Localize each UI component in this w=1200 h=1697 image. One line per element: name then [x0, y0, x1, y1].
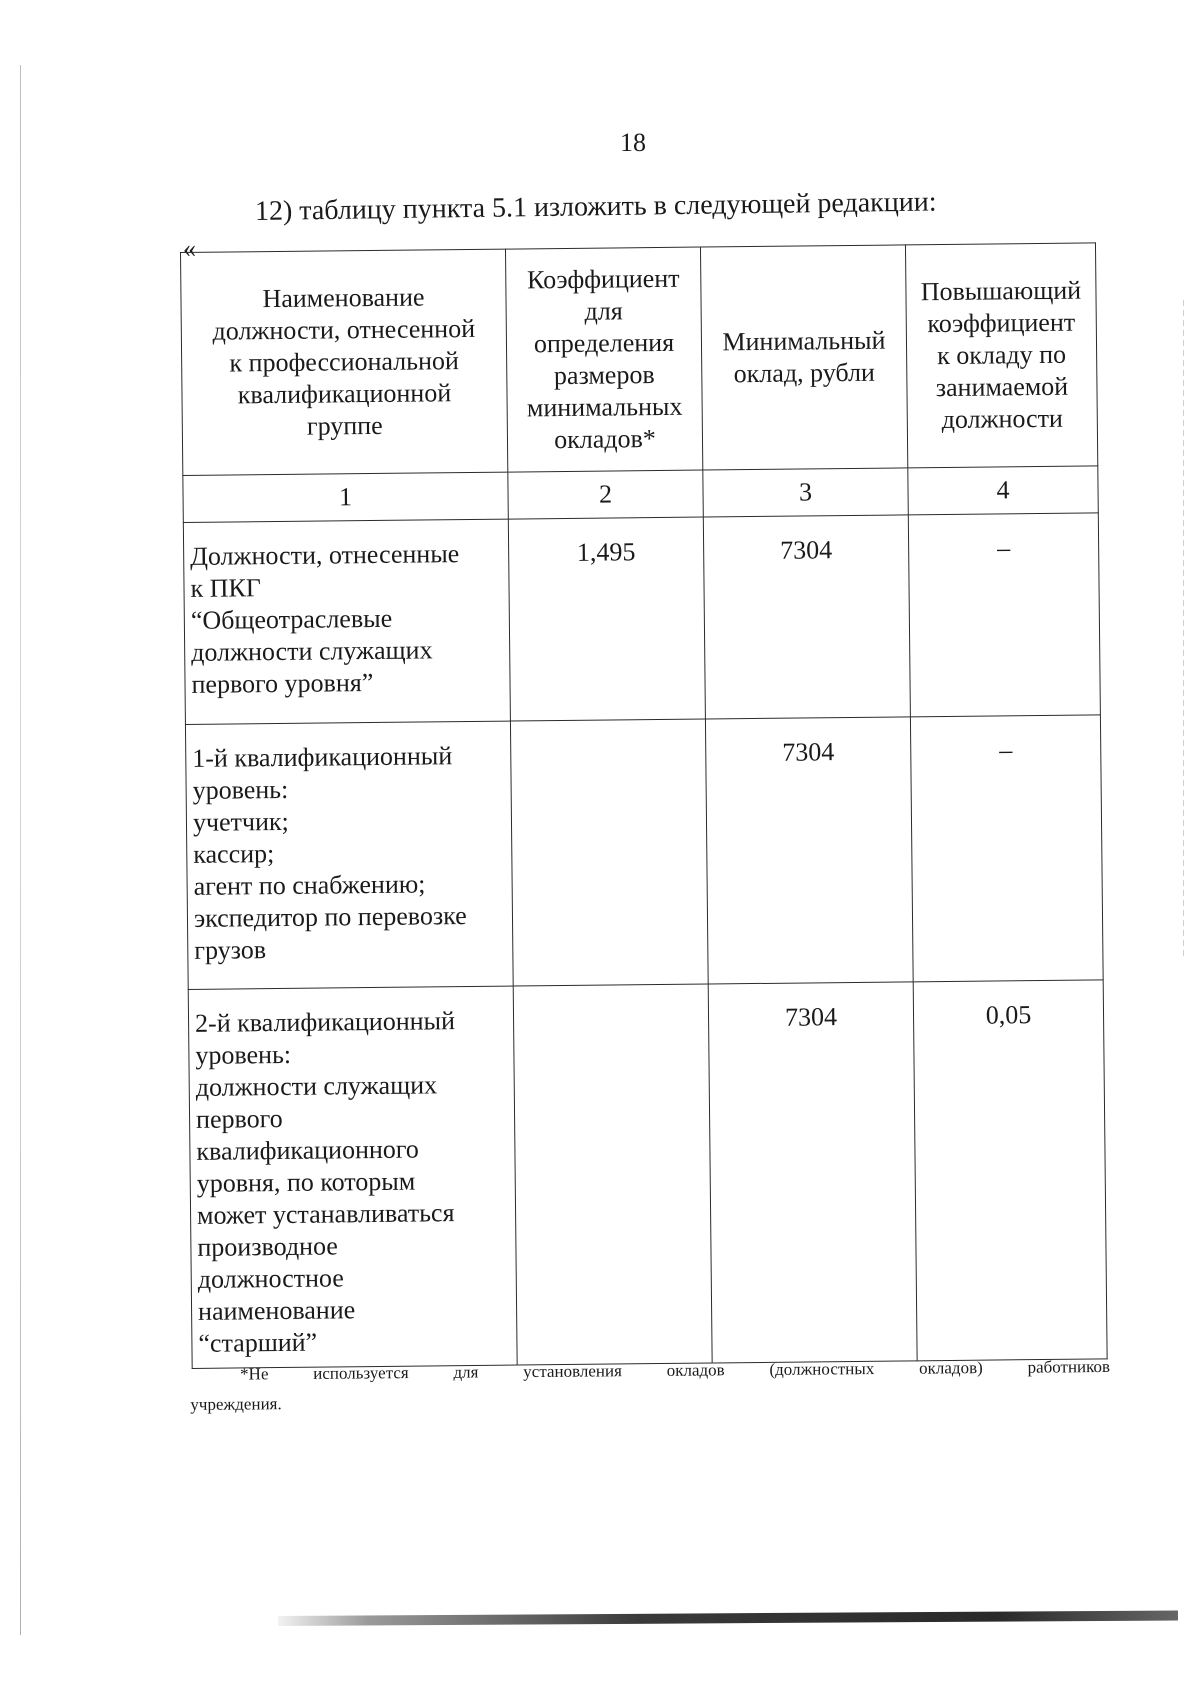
- cell-line: должности служащих: [195, 1070, 438, 1102]
- header-line: Минимальный: [722, 325, 886, 357]
- raising-coefficient-cell: 0,05: [913, 980, 1107, 1361]
- cell-line: уровень:: [192, 774, 289, 805]
- cell-line: экспедитор по перевозке: [193, 901, 467, 933]
- header-coefficient: [505, 247, 702, 472]
- header-line: размеров: [553, 360, 655, 391]
- footnote: [190, 1352, 1110, 1420]
- table-row: [183, 513, 1100, 725]
- cell-line: 1-й квалификационный: [192, 741, 453, 773]
- cell-line: агент по снабжению;: [193, 869, 426, 901]
- cell-line: должностное: [197, 1263, 344, 1294]
- header-line: должности, отнесенной: [212, 313, 476, 346]
- raising-coefficient-cell: –: [910, 715, 1103, 982]
- cell-line: грузов: [194, 935, 267, 965]
- header-line: минимальных: [526, 391, 683, 423]
- header-raising-coefficient: [905, 243, 1097, 468]
- cell-line: к ПКГ: [190, 573, 261, 603]
- header-line: окладов*: [554, 424, 656, 455]
- cell-line: 2-й квалификационный: [194, 1006, 456, 1038]
- footnote-word: установления: [523, 1361, 622, 1382]
- position-name-cell: [188, 986, 517, 1368]
- cell-line: квалификационного: [196, 1134, 419, 1166]
- cell-line: уровень:: [195, 1039, 292, 1070]
- footnote-word: (должностных: [769, 1359, 875, 1379]
- footnote-word: используется: [313, 1363, 409, 1383]
- salary-table: [180, 242, 1108, 1369]
- min-salary-cell: 7304: [703, 515, 910, 719]
- header-line: определения: [533, 327, 675, 359]
- raising-coefficient-cell: –: [908, 513, 1100, 717]
- position-name-cell: [183, 519, 510, 724]
- min-salary-cell: 7304: [705, 717, 913, 984]
- salary-table-wrapper: [180, 242, 1107, 1369]
- cell-line: учетчик;: [192, 806, 289, 837]
- column-number: 1: [183, 472, 508, 522]
- header-line: к окладу по: [937, 339, 1067, 371]
- cell-line: “Общеотраслевые: [190, 603, 393, 635]
- scan-bottom-bar: [278, 1611, 1178, 1626]
- coefficient-cell: 1,495: [508, 517, 705, 721]
- column-number: 4: [908, 466, 1098, 515]
- table-row: [188, 980, 1107, 1369]
- footnote-word: *Не: [240, 1364, 269, 1384]
- cell-line: Должности, отнесенные: [190, 539, 460, 571]
- cell-line: уровня, по которым: [196, 1166, 416, 1198]
- footnote-line-2: учреждения.: [190, 1394, 282, 1414]
- header-line: квалификационной: [237, 378, 452, 410]
- scan-edge-right: [1183, 300, 1184, 960]
- header-line: должности: [941, 403, 1064, 435]
- header-line: Коэффициент: [526, 263, 680, 295]
- header-line: группе: [306, 410, 383, 441]
- cell-line: первого уровня”: [191, 668, 374, 699]
- cell-line: должности служащих: [191, 635, 433, 667]
- header-line: занимаемой: [935, 371, 1069, 403]
- table-row: [185, 715, 1103, 990]
- footnote-word: работников: [1027, 1356, 1111, 1377]
- footnote-word: для: [453, 1362, 479, 1382]
- cell-line: “старший”: [198, 1327, 318, 1358]
- footnote-word: окладов: [666, 1360, 725, 1380]
- header-line: Повышающий: [920, 275, 1082, 307]
- position-name-cell: [185, 721, 513, 989]
- column-number: 3: [703, 468, 908, 517]
- min-salary-cell: 7304: [708, 982, 917, 1363]
- header-line: для: [584, 296, 623, 326]
- header-line: к профессиональной: [229, 346, 460, 378]
- header-position-name: [181, 249, 508, 475]
- open-quote: «: [183, 234, 196, 263]
- header-line: Наименование: [262, 282, 425, 314]
- cell-line: кассир;: [193, 839, 275, 869]
- coefficient-cell: [510, 719, 708, 986]
- scan-edge-left: [20, 65, 21, 1635]
- page-number: 18: [620, 128, 646, 157]
- header-line: коэффициент: [927, 307, 1076, 339]
- amendment-heading: 12) таблицу пункта 5.1 изложить в следующей редакции:: [254, 186, 937, 227]
- table-header-row: [181, 243, 1098, 476]
- column-number: 2: [508, 470, 703, 519]
- header-line: оклад, рубли: [733, 357, 876, 389]
- cell-line: первого: [195, 1103, 283, 1134]
- cell-line: может устанавливаться: [196, 1198, 455, 1230]
- coefficient-cell: [513, 984, 712, 1365]
- footnote-word: окладов): [919, 1358, 983, 1378]
- cell-line: производное: [197, 1231, 339, 1262]
- header-min-salary: [700, 245, 907, 470]
- cell-line: наименование: [197, 1295, 356, 1326]
